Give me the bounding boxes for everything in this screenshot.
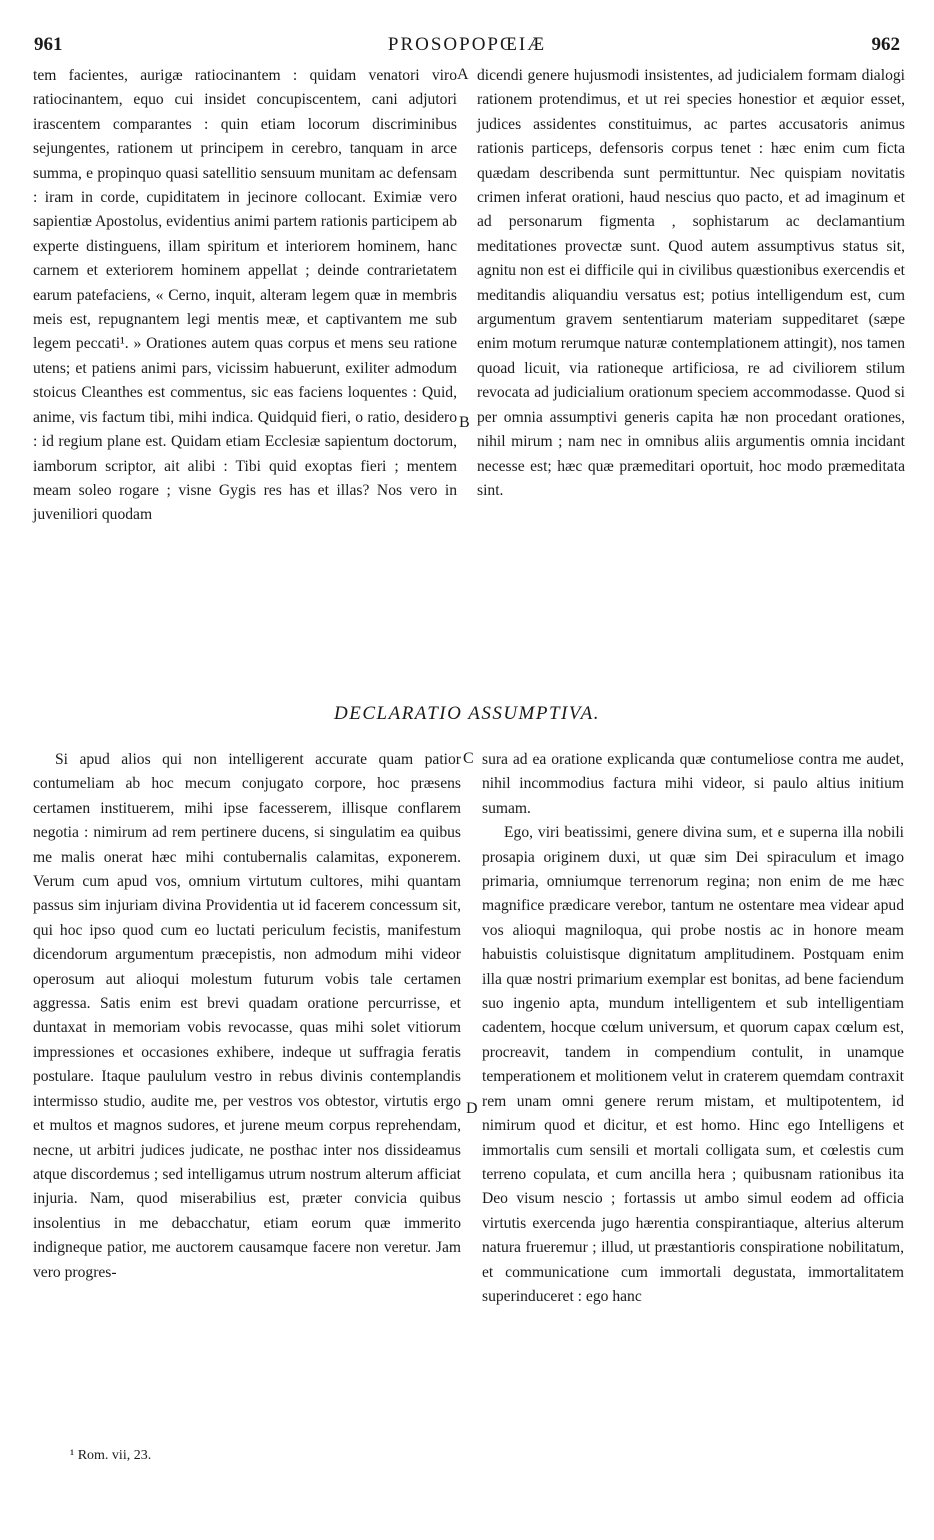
bottom-right-column	[482, 748, 904, 1309]
paragraph: tem facientes, aurigæ ratiocinantem : quidam venatori viro ratiocinantem, equo cui insidet concupiscentem, cani adjutori irascentem comparantes : quin etiam locorum discriminibus sejungentes, rationem ut principem in cerebro, tanquam in arce summa, e propinquo quasi satellitio sensuum munitam ac defensam : iram in corde, cupiditatem in jecinore collocant. Eximiæ vero sapientiæ Apostolus, evidentius animi partem rationis participem ab experte distinguens, illam spiritum et interiorem hominem, hanc carnem et exteriorem hominem appellat ; deinde contrarietatem earum patefaciens, « Cerno, inquit, alteram legem quæ in membris meis est, repugnantem legi mentis meæ, et captivantem me sub legem peccati¹. » Orationes autem quas corpus et mens seu ratione utens; et patiens animi pars, vicissim habuerunt, exiliter admodum stoicus Cleanthes est commentus, sic eas faciens loquentes : Quid, anime, vis factum tibi, mihi indica. Quidquid fieri, o ratio, desidero : id regium plane est. Quidam etiam Ecclesiæ sapientum doctorum, iamborum scriptor, ait alibi : Tibi quid exoptas fieri ; mentem meam soleo rogare ; visne Gygis res has et illas? Nos vero in juveniliori quodam	[33, 67, 457, 524]
page-number-left: 961	[34, 34, 63, 55]
paragraph: dicendi genere hujusmodi insistentes, ad judicialem formam dialogi rationem protendimus, et ut rei species honestior et æquior esset, judices assidentes constituimus, ac partes accusatoris animus rationis particeps, defensoris corpus tenet : hæc enim cum ficta quædam describenda sunt permittuntur. Nec quispiam novitatis crimen inferat orationi, haud nescius quo pacto, et ad imaginum et ad personarum figmenta , sophistarum ac declamantium meditationes provectæ sunt. Quod autem assumptivus status sit, agnitu non est ei difficile qui in civilibus quæstionibus exercendis et meditandis aliquandiu versatus est; potius intelligendum est, cum argumentum gravem sententiarum materiam suppeditaret (sæpe enim motum rerumque naturæ contemplationem attingit), nos tamen quoad licuit, via rationeque artificiosa, re ad civiliorem stilum revocata ad judicialium orationum speciem accommodasse. Quod si per omnia assumptivi generis capita hæ non procedant orationes, nihil mirum ; nam nec in omnibus aliis argumentis omnia incidant necesse est; hæc quæ præmeditari oportuit, hoc modo præmeditata sint.	[477, 67, 905, 499]
top-right-column	[477, 64, 905, 503]
section-marker-a: A	[457, 66, 469, 83]
footnote: ¹ Rom. vii, 23.	[70, 1448, 152, 1463]
paragraph: sura ad ea oratione explicanda quæ contumeliose contra me audet, nihil incommodius factura mihi videor, si paulo altius initium sumam.	[482, 751, 904, 817]
paragraph: Ego, viri beatissimi, genere divina sum, et e superna illa nobili prosapia originem duxi, ut quæ sim Dei spiraculum et imago primaria, omniumque terrenorum regina; non enim de me hæc magnifice prædicare verebor, tantum ne ostentare mea videar apud vos alioqui magniloqua, qui probe nostis ac in honore meam habuistis coluistisque dignitatum amplitudinem. Postquam enim illa quæ nostri primarium exemplar est bonitas, ad bene faciendum suo ingenio apta, mundum intelligentem et sub intelligentiam cadentem, hocque cœlum universum, et quorum capax cœlum est, procreavit, tandem in compendium contulit, in unamque temperationem et molitionem velut in craterem quemdam contraxit rem unam omni genere rerum mistam, et multipotentem, id nimirum quod et dicitur, et est homo. Hinc ego Intelligens et immortalis cum sensili et mortali colligata sum, et cœlestis cum terreno copulata, et cum ancilla hera ; quibusnam rationibus ita Deo visum nescio ; fortassis ut ambo simul eodem ad officia virtutis exercenda jugo hærentia conspirantiaque, alterius alterum natura frueremur ; illud, ut præstantioris conspiratione nobilitatum, et communicatione cum immortali degustata, immortalitatem superinduceret : ego hanc	[482, 824, 904, 1305]
paragraph: Si apud alios qui non intelligerent accurate quam patior contumeliam ab hoc mecum conjugato corpore, hoc præsens certamen instituerem, mihi ipse facesserem, illisque conflarem negotia : nimirum ad rem pertinere ducens, si singulatim ea quibus me malis onerat hæc mihi contubernalis calamitas, exponerem. Verum cum apud vos, omnium virtutum cultores, mihi quantam passus sim injuriam divina Providentia ut id facerem concessum sit, qui hoc ipso quod cum eo luctati periculum fecistis, manifestum dicendorum argumentum præcepistis, non admodum mihi videor operosum aut alioqui molestum futurum vobis tale certamen aggressa. Satis enim est brevi quadam oratione percurrisse, et duntaxat in memoriam vobis revocasse, quas mihi solet vitiorum impressiones et occasiones exhibere, indeque ut suffragia feratis postulare. Itaque paululum vestro in rebus divinis contemplandis intermisso studio, audite me, per vestros vos obtestor, virtutis ergo et multos et magnos sudores, et jurene meum corpus reprehendam, necne, ut arbitri judices judicate, ne posthac inter nos dissideamus atque discordemus ; sed intelligamus utrum nostrum alterum afficiat injuria. Nam, quod miserabilius est, præter convicia quibus insolentius in me debacchatur, etiam eorum quæ immerito indigneque patior, me auctorem causamque facere non veretur. Jam vero progres-	[33, 751, 461, 1281]
running-title: PROSOPOPŒIÆ	[387, 34, 547, 55]
bottom-left-column	[33, 748, 461, 1285]
page-number-right: 962	[871, 34, 900, 55]
section-marker-c: C	[463, 750, 474, 767]
section-title: DECLARATIO ASSUMPTIVA.	[334, 703, 600, 724]
section-marker-d: D	[466, 1100, 478, 1117]
top-left-column	[33, 64, 457, 528]
section-marker-b: B	[459, 414, 470, 431]
running-header	[34, 34, 900, 60]
